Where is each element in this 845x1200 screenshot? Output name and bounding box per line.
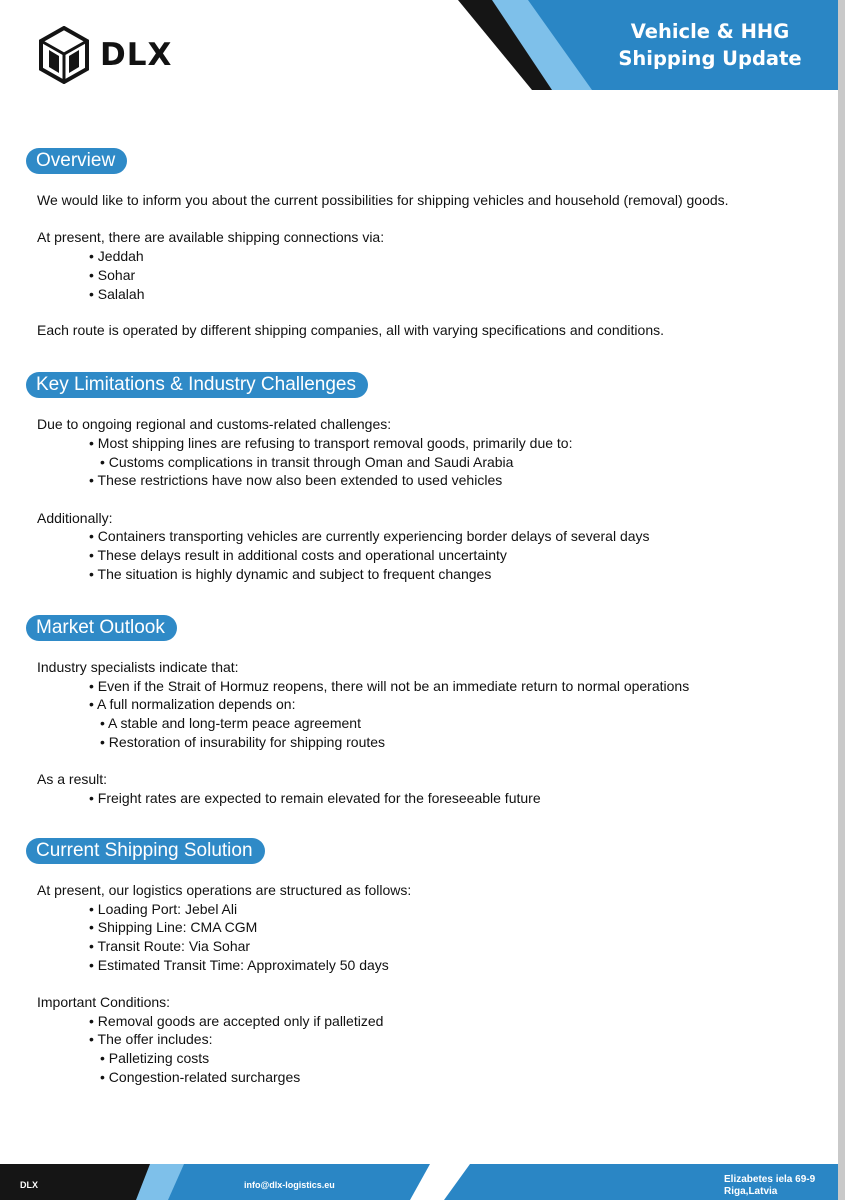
list-item: • Congestion-related surcharges [100, 1069, 301, 1085]
list-item: • Removal goods are accepted only if palletized [89, 1013, 384, 1029]
list-item: • A full normalization depends on: [89, 696, 296, 712]
list-item: • The offer includes: [89, 1031, 213, 1047]
footer-brand: DLX [20, 1180, 38, 1190]
footer-decoration [0, 1164, 838, 1200]
overview-intro: We would like to inform you about the current possibilities for shipping vehicles and household (removal) goods. [37, 192, 729, 208]
limitations-intro: Due to ongoing regional and customs-related challenges: [37, 416, 392, 432]
list-item: • Loading Port: Jebel Ali [89, 901, 238, 917]
dlx-logo [38, 26, 172, 84]
list-item: • Freight rates are expected to remain elevated for the foreseeable future [89, 790, 541, 806]
list-item: • Transit Route: Via Sohar [89, 938, 251, 954]
limitations-heading: Key Limitations & Industry Challenges [26, 372, 368, 398]
address-line-2: Riga,Latvia [724, 1186, 778, 1197]
list-item: • Containers transporting vehicles are currently experiencing border delays of several days [89, 528, 650, 544]
footer-email[interactable]: info@dlx-logistics.eu [244, 1180, 335, 1190]
list-item: • Even if the Strait of Hormuz reopens, there will not be an immediate return to normal operations [89, 678, 690, 694]
list-item: • These delays result in additional costs and operational uncertainty [89, 547, 507, 563]
list-item: • Most shipping lines are refusing to transport removal goods, primarily due to: [89, 435, 573, 451]
solution-heading: Current Shipping Solution [26, 838, 265, 864]
result-intro: As a result: [37, 771, 108, 787]
footer-banner [0, 1164, 838, 1200]
footer-address [724, 1174, 815, 1198]
cube-logo-icon [38, 26, 90, 84]
list-item: • Estimated Transit Time: Approximately 50 days [89, 957, 389, 973]
page-edge [838, 0, 845, 1200]
logo-text: DLX [100, 37, 173, 73]
list-item: • The situation is highly dynamic and subject to frequent changes [89, 566, 492, 582]
conditions-intro: Important Conditions: [37, 994, 171, 1010]
outlook-intro: Industry specialists indicate that: [37, 659, 239, 675]
list-item: • Sohar [89, 267, 136, 283]
overview-closing: Each route is operated by different shipping companies, all with varying specifications and conditions. [37, 322, 664, 338]
address-line-1: Elizabetes iela 69-9 [724, 1174, 816, 1185]
list-item: • Palletizing costs [100, 1050, 210, 1066]
list-item: • Salalah [89, 286, 145, 302]
header-banner [0, 0, 838, 90]
list-item: • These restrictions have now also been extended to used vehicles [89, 472, 503, 488]
connections-intro: At present, there are available shipping connections via: [37, 229, 385, 245]
additional-intro: Additionally: [37, 510, 113, 526]
outlook-heading: Market Outlook [26, 615, 177, 641]
title-line-1: Vehicle & HHG [630, 20, 790, 43]
list-item: • A stable and long-term peace agreement [100, 715, 361, 731]
title-line-2: Shipping Update [618, 47, 802, 70]
solution-intro: At present, our logistics operations are structured as follows: [37, 882, 412, 898]
list-item: • Jeddah [89, 248, 144, 264]
document-title [590, 18, 830, 72]
list-item: • Customs complications in transit through Oman and Saudi Arabia [100, 454, 514, 470]
list-item: • Restoration of insurability for shipping routes [100, 734, 386, 750]
overview-heading: Overview [26, 148, 127, 174]
list-item: • Shipping Line: CMA CGM [89, 919, 258, 935]
